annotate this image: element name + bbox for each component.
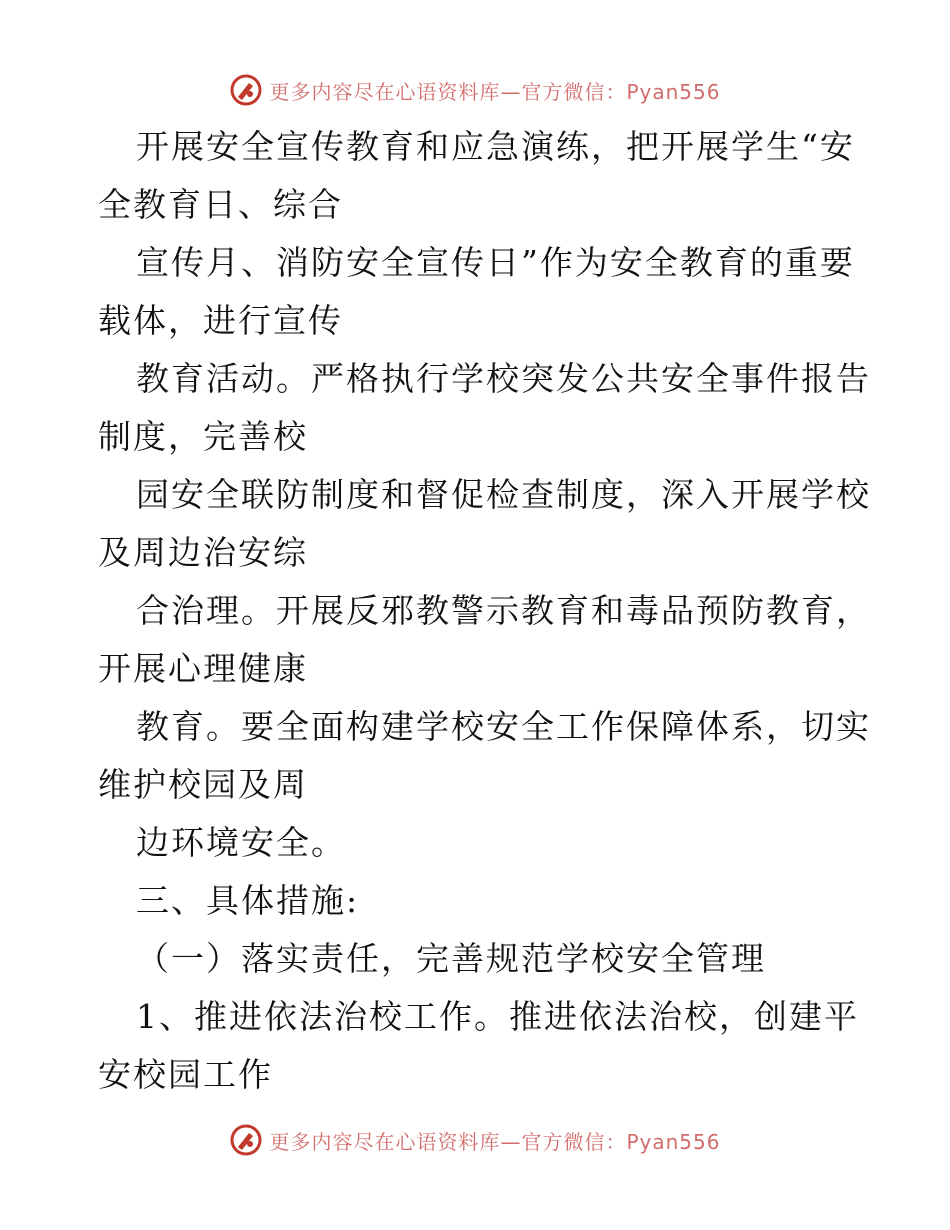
watermark-text: 更多内容尽在心语资料库—官方微信：Pyan556 [269, 1129, 721, 1154]
text-line: （一）落实责任，完善规范学校安全管理 [136, 939, 766, 978]
text-line: 及周边治安综 [98, 533, 308, 572]
text-line: 安校园工作 [98, 1055, 273, 1094]
text-line: 宣传月、消防安全宣传日”作为安全教育的重要 [136, 243, 855, 282]
text-line: 维护校园及周 [98, 765, 308, 804]
text-line: 1、推进依法治校工作。推进依法治校，创建平 [136, 997, 859, 1036]
text-line: 制度，完善校 [98, 417, 308, 456]
document-body [98, 118, 871, 1104]
text-line: 边环境安全。 [136, 823, 346, 862]
text-line: 全教育日、综合 [98, 185, 343, 224]
footer-watermark [0, 1120, 950, 1160]
text-line: 三、具体措施: [136, 881, 360, 920]
logo-icon [229, 73, 263, 107]
watermark-text: 更多内容尽在心语资料库—官方微信：Pyan556 [269, 79, 721, 104]
logo-icon [229, 1123, 263, 1157]
text-line: 载体，进行宣传 [98, 301, 343, 340]
text-line: 开展安全宣传教育和应急演练，把开展学生“安 [136, 127, 855, 166]
header-watermark [0, 70, 950, 110]
text-line: 教育活动。严格执行学校突发公共安全事件报告 [136, 359, 871, 398]
text-line: 合治理。开展反邪教警示教育和毒品预防教育， [136, 591, 871, 630]
text-line: 园安全联防制度和督促检查制度，深入开展学校 [136, 475, 871, 514]
text-line: 教育。要全面构建学校安全工作保障体系，切实 [136, 707, 871, 746]
text-line: 开展心理健康 [98, 649, 308, 688]
